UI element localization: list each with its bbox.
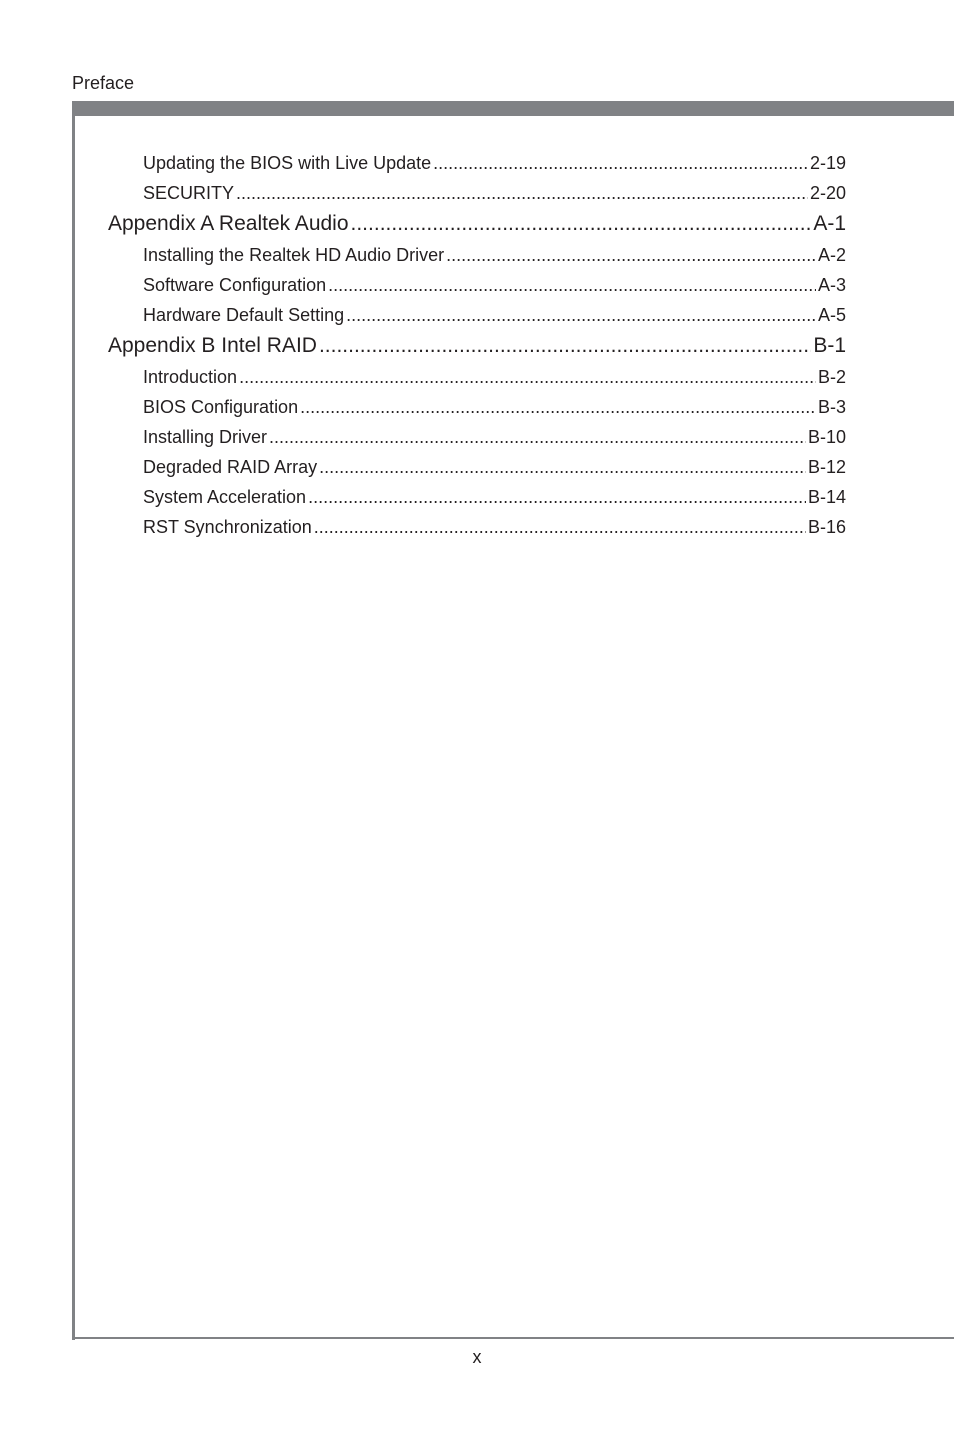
toc-entry-title: System Acceleration bbox=[143, 487, 307, 507]
toc-entry-rst-synchronization[interactable] bbox=[108, 512, 846, 542]
toc-leader-dots bbox=[346, 300, 816, 330]
toc-leader-dots bbox=[319, 452, 806, 482]
toc-leader-dots bbox=[300, 392, 816, 422]
toc-entry-page: 2-19 bbox=[809, 153, 846, 173]
toc-leader-dots bbox=[351, 208, 812, 240]
toc-entry-appendix-a[interactable] bbox=[108, 208, 846, 240]
toc-leader-dots bbox=[433, 148, 808, 178]
toc-entry-page: A-2 bbox=[817, 245, 846, 265]
toc-entry-page: B-14 bbox=[807, 487, 846, 507]
toc-entry-page: A-3 bbox=[817, 275, 846, 295]
toc-leader-dots bbox=[269, 422, 806, 452]
toc-leader-dots bbox=[308, 482, 806, 512]
toc-entry-realtek-driver[interactable] bbox=[108, 240, 846, 270]
toc-entry-live-update[interactable] bbox=[108, 148, 846, 178]
toc-entry-title: Installing Driver bbox=[143, 427, 268, 447]
toc-entry-installing-driver[interactable] bbox=[108, 422, 846, 452]
toc-entry-title: Degraded RAID Array bbox=[143, 457, 318, 477]
page-number: x bbox=[472, 1347, 482, 1367]
left-rule bbox=[72, 101, 75, 1340]
toc-entry-title: RST Synchronization bbox=[143, 517, 312, 537]
toc-entry-page: B-3 bbox=[817, 397, 846, 417]
toc-entry-system-acceleration[interactable] bbox=[108, 482, 846, 512]
toc-entry-appendix-b[interactable] bbox=[108, 330, 846, 362]
toc-entry-bios-configuration[interactable] bbox=[108, 392, 846, 422]
toc-entry-title: BIOS Configuration bbox=[143, 397, 299, 417]
header-bar bbox=[72, 101, 954, 116]
toc-leader-dots bbox=[239, 362, 816, 392]
toc-entry-hardware-default[interactable] bbox=[108, 300, 846, 330]
toc-entry-title: Software Configuration bbox=[143, 275, 327, 295]
table-of-contents bbox=[108, 148, 846, 542]
toc-leader-dots bbox=[446, 240, 816, 270]
toc-entry-title: Updating the BIOS with Live Update bbox=[143, 153, 432, 173]
toc-leader-dots bbox=[314, 512, 806, 542]
toc-entry-title: Appendix B Intel RAID bbox=[108, 334, 317, 357]
toc-entry-page: B-1 bbox=[813, 334, 846, 357]
toc-entry-introduction[interactable] bbox=[108, 362, 846, 392]
toc-entry-title: Installing the Realtek HD Audio Driver bbox=[143, 245, 445, 265]
toc-entry-title: Introduction bbox=[143, 367, 238, 387]
toc-entry-title: Hardware Default Setting bbox=[143, 305, 345, 325]
section-label: Preface bbox=[72, 73, 135, 93]
toc-entry-page: B-2 bbox=[817, 367, 846, 387]
toc-entry-page: B-10 bbox=[807, 427, 846, 447]
toc-entry-page: 2-20 bbox=[809, 183, 846, 203]
toc-entry-page: A-1 bbox=[813, 212, 846, 235]
toc-entry-title: SECURITY bbox=[143, 183, 235, 203]
toc-entry-page: B-12 bbox=[807, 457, 846, 477]
toc-entry-software-configuration[interactable] bbox=[108, 270, 846, 300]
toc-entry-security[interactable] bbox=[108, 178, 846, 208]
toc-entry-page: B-16 bbox=[807, 517, 846, 537]
toc-leader-dots bbox=[319, 330, 811, 362]
toc-leader-dots bbox=[328, 270, 816, 300]
bottom-rule bbox=[72, 1337, 954, 1339]
toc-leader-dots bbox=[236, 178, 808, 208]
toc-entry-page: A-5 bbox=[817, 305, 846, 325]
toc-entry-title: Appendix A Realtek Audio bbox=[108, 212, 349, 235]
toc-entry-degraded-raid[interactable] bbox=[108, 452, 846, 482]
